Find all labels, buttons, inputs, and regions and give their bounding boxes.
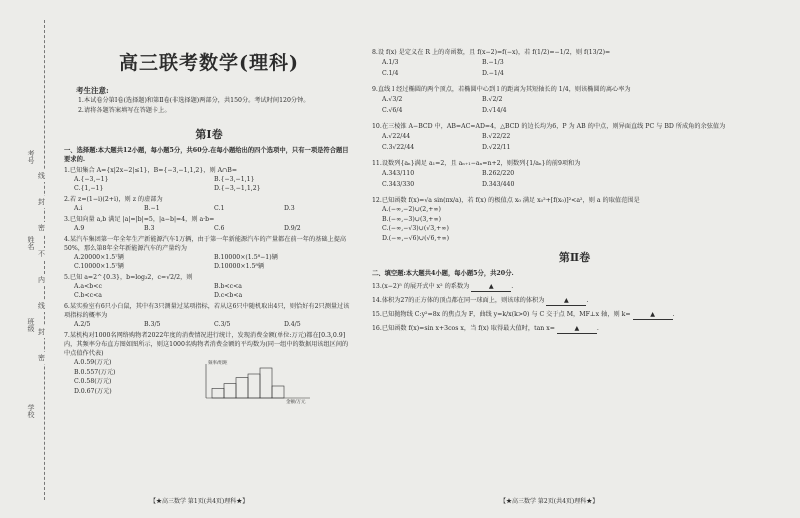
option: D.4/5 [284,321,301,328]
option: B.b<c<a [214,283,242,290]
q12-options [382,205,777,243]
page-title: 高三联考数学(理科) [119,52,299,74]
question-15: 15.已知抛物线 C:y²=8x 的焦点为 F，曲线 y=k/x(k>0) 与 C 交于点 M，MF⊥x 轴，则 k= ▲ . [372,311,675,318]
question-13: 13.(x−2)⁵ 的展开式中 x² 的系数为 ▲ . [372,283,514,290]
left-column [64,40,354,404]
option: B.−1 [144,205,160,212]
frequency-histogram [198,358,318,404]
part2-heading: 第Ⅱ卷 [558,251,591,264]
hist-bar [248,374,260,398]
option: D.0.67(万元) [74,387,112,395]
seal-word: 密 [38,354,45,362]
option: D.−1/4 [482,70,504,77]
right-column [372,46,777,334]
question-16: 16.已知函数 f(x)=sin x+3cos x，当 f(x) 取得最大值时，tan x= ▲ . [372,325,599,332]
question-4: 4.某汽车集团第一年全年生产新能源汽车1万辆，由于第一年新能源汽车的产量都在前一年的基础上提高50%，那么第8年全年新能源汽车的产量约为 [64,236,347,252]
q1-options [74,175,354,193]
q7-options [74,358,194,404]
option: B.√2/2 [482,96,503,103]
option: D.(−∞,−√6)∪(√6,+∞) [382,234,450,242]
hist-bar [224,384,236,398]
question-2: 2.若 z=(1−i)(2+i)，则 z 的虚部为 [64,196,163,203]
option: C.6 [214,225,225,232]
q16-stem: 16.已知函数 f(x)=sin x+3cos x，当 f(x) 取得最大值时，tan x= [372,325,555,332]
option: D.√14/4 [482,107,507,114]
footer-left: 【★高三数学 第1页(共4页)理科★】 [150,498,249,505]
seal-line [44,20,45,500]
option: D.343/440 [482,181,515,188]
question-3: 3.已知向量 a,b 满足 |a|=|b|=5，|a−b|=4，则 a·b= [64,216,215,223]
hist-bar [236,378,248,398]
option: C.3√22/44 [382,144,415,151]
option: A.20000×1.5⁷辆 [74,254,124,261]
question-10: 10.在三棱锥 A−BCD 中，AB=AC=AD=4，△BCD 的边长均为6，P 为 AB 的中点，则异面直线 PC 与 BD 所成角的余弦值为 [372,123,726,130]
q10-options [382,131,582,153]
question-5: 5.已知 a=2^{0.3}，b=log₃2，c=√2/2，则 [64,274,193,281]
option: A.9 [74,225,85,232]
q15-stem: 15.已知抛物线 C:y²=8x 的焦点为 F，曲线 y=k/x(k>0) 与 C 交于点 M，MF⊥x 轴，则 k= [372,311,631,318]
note-item: 1.本试卷分第Ⅰ卷(选择题)和第Ⅱ卷(非选择题)两部分，共150分。考试时间120分钟。 [78,97,310,104]
option: A.2/5 [74,321,91,328]
note-item: 2.请将各题答案填写在答题卡上。 [78,107,171,114]
option: A.√22/44 [382,133,411,140]
question-7: 7.某机构对1000名网络购物者2022年度的消费情况进行统计，发现消费金额(单位:万元)都在[0.3,0.9]内，其频率分布直方图如图所示，则这1000名购物者消费金额的平均数为(同一组中的数据用该组区间的中点值作代表) [64,332,349,357]
option: B.3 [144,225,155,232]
q13-stem: 13.(x−2)⁵ 的展开式中 x² 的系数为 [372,283,470,290]
seal-word: 线 [38,302,45,310]
option: B.3/5 [144,321,161,328]
q5-options [74,282,354,300]
question-12: 12.已知函数 f(x)=√a sin(πx/a)，若 f(x) 的极值点 x₀ 满足 x₀²+[f(x₀)]²<a²，则 a 的取值范围是 [372,197,640,204]
seal-word: 不 [38,250,45,258]
option: D.c<b<a [214,292,243,299]
option: C.0.58(万元) [74,378,112,385]
question-9: 9.直线 l 经过椭圆的两个顶点，若椭圆中心到 l 的距离为其短轴长的 1/4，则该椭圆的离心率为 [372,86,631,93]
option: C.{1,−1} [74,185,104,192]
binding-strip [0,0,62,518]
option: C.10000×1.5⁷辆 [74,263,124,270]
option: B.{−3,−1,1} [214,176,255,183]
footer-right: 【★高三数学 第2页(共4页)理科★】 [500,498,599,505]
q7-block [64,358,354,404]
option: C.343/330 [382,181,415,188]
option: B.−1/3 [482,59,504,66]
option: D.√22/11 [482,144,511,151]
option: C.√6/4 [382,107,403,114]
hist-xlabel: 金额/万元 [286,400,306,404]
q6-options [74,320,354,329]
option: A.√3/2 [382,96,403,103]
option: B.0.557(万元) [74,368,116,376]
question-8: 8.设 f(x) 是定义在 R 上的奇函数，且 f(x−2)=f(−x)，若 f(1/2)=−1/2，则 f(13/2)= [372,49,611,56]
question-14: 14.体积为27的正方体的顶点都在同一球面上，则该球的体积为 ▲ . [372,297,589,304]
option: B.√22/22 [482,133,511,140]
section1-instructions: 一、选择题:本大题共12小题，每小题5分，共60分.在每小题给出的四个选项中，只有一项是符合题目要求的. [64,147,349,163]
question-6: 6.某实验室有6只小白鼠，其中有3只测量过某项指标，若从这6只中随机取出4只，则恰好有2只测量过该项指标的概率为 [64,303,350,319]
q8-options [382,57,582,79]
q11-options [382,168,582,190]
option: A.i [74,205,83,212]
seal-word: 封 [38,198,45,206]
option: B.262/220 [482,170,515,177]
option: D.10000×1.5⁸辆 [214,263,265,270]
hist-bar [260,368,272,398]
section2-instructions: 二、填空题:本大题共4小题，每小题5分，共20分. [372,270,514,277]
option: D.3 [284,205,295,212]
seal-word: 封 [38,328,45,336]
q3-options [74,224,354,233]
answer-blank: ▲ [633,310,673,320]
question-11: 11.设数列{aₙ}满足 a₁=2，且 aₙ₊₁−aₙ=n+2，则数列{1/aₙ}的前9项和为 [372,160,581,167]
option: A.a<b<c [74,283,102,290]
q14-stem: 14.体积为27的正方体的顶点都在同一球面上，则该球的体积为 [372,297,545,304]
answer-blank: ▲ [557,324,597,334]
seal-word: 内 [38,276,45,284]
option: C.b<c<a [74,292,102,299]
option: B.10000×(1.5⁸−1)辆 [214,254,278,261]
exam-number-label: 考号 [27,150,35,164]
option: D.{−3,−1,1,2} [214,185,261,192]
answer-blank: ▲ [546,296,586,306]
q4-options [74,253,354,271]
class-label: 班级 [27,318,35,332]
option: D.9/2 [284,225,301,232]
q9-options [382,94,582,116]
option: A.343/110 [382,170,415,177]
seal-word: 线 [38,172,45,180]
question-1: 1.已知集合 A={x|2x−2|≤1}，B={−3,−1,1,2}，则 A∩B= [64,167,238,174]
option: C.3/5 [214,321,231,328]
hist-bar [272,386,284,398]
hist-ylabel: 频率/组距 [208,361,228,366]
answer-blank: ▲ [471,282,511,292]
part1-heading: 第Ⅰ卷 [195,128,223,141]
option: A.0.59(万元) [74,359,112,366]
seal-word: 密 [38,224,45,232]
school-label: 学校 [27,404,35,418]
q2-options [74,204,354,213]
hist-bar [212,388,224,398]
option: C.1 [214,205,225,212]
option: A.{−3,−1} [74,176,109,183]
option: A.1/3 [382,59,399,66]
option: A.(−∞,−2)∪(2,+∞) [382,206,441,213]
option: C.1/4 [382,70,399,77]
option: B.(−∞,−3)∪(3,+∞) [382,215,442,223]
option: C.(−∞,−√3)∪(√3,+∞) [382,225,449,232]
notes-heading: 考生注意: [76,86,109,95]
name-label: 姓名 [27,236,35,250]
